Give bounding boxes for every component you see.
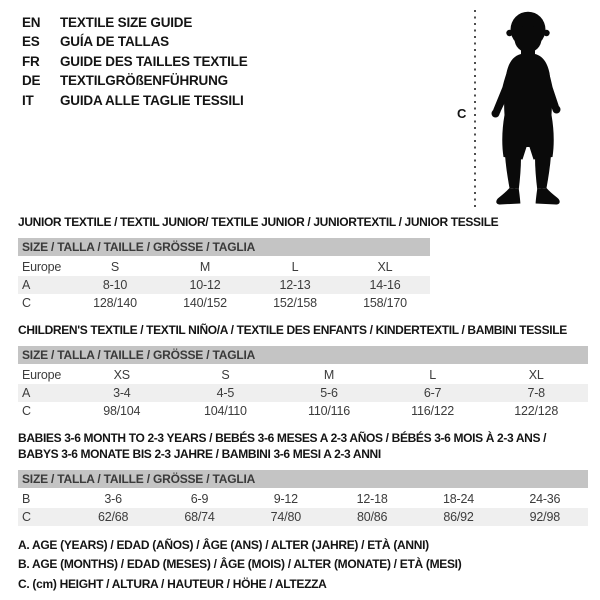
table-cell: 80/86 [357,510,388,524]
table-cell: 6-7 [423,386,442,400]
table-cell: 10-12 [189,278,221,292]
language-title: TEXTILE SIZE GUIDE [60,15,193,30]
table-cell: 92/98 [529,510,560,524]
language-code: ES [22,34,40,50]
size-table [18,470,588,526]
language-title-list [22,13,248,110]
row-label: C [22,296,31,310]
table-header-bar: SIZE / TALLA / TAILLE / GRÖSSE / TAGLIA [18,238,430,257]
table-cell: XS [113,368,130,382]
table-cell: 140/152 [183,296,227,310]
table-cell: XL [377,260,393,274]
section-title [18,420,588,462]
legend-line: C. (cm) HEIGHT / ALTURA / HAUTEUR / HÖHE / ALTEZZA [18,576,327,591]
table-header-bar: SIZE / TALLA / TAILLE / GRÖSSE / TAGLIA [18,470,588,489]
table-cell: 116/122 [411,404,454,418]
table-cell: 62/68 [98,510,129,524]
table-cell: 6-9 [190,492,209,506]
legend-line: A. AGE (YEARS) / EDAD (AÑOS) / ÂGE (ANS) / ALTER (JAHRE) / ETÀ (ANNI) [18,538,429,552]
table-cell: 98/104 [103,404,141,418]
table-cell: 122/128 [514,404,559,418]
language-code: FR [22,53,40,69]
section-title [18,312,588,338]
table-cell: S [110,260,120,274]
row-label: Europe [22,260,62,274]
table-cell: XL [528,368,544,382]
language-code: IT [22,92,34,108]
size-table [18,346,588,420]
language-row [22,91,248,110]
size-section [18,420,588,526]
baby-silhouette-icon [482,8,574,208]
table-header-bar: SIZE / TALLA / TAILLE / GRÖSSE / TAGLIA [18,346,588,365]
table-row [18,402,588,420]
table-cell: L [291,260,299,274]
size-tables [18,206,588,526]
table-cell: 158/170 [363,296,407,310]
language-row [22,13,248,32]
table-cell: M [323,368,335,382]
table-cell: 12-18 [356,492,388,506]
size-section [18,312,588,420]
table-row [18,384,588,402]
row-label: C [22,404,31,418]
table-cell: 4-5 [216,386,235,400]
table-cell: 9-12 [273,492,298,506]
table-row [18,276,430,294]
table-cell: 5-6 [320,386,338,400]
language-row [22,52,248,71]
section-title [18,206,588,230]
row-label: C [22,510,31,524]
table-cell: 24-36 [529,492,561,506]
table-cell: 8-10 [102,278,128,292]
baby-height-figure [440,0,600,215]
table-row [18,508,588,526]
table-cell: 68/74 [184,510,215,524]
table-cell: 74/80 [270,510,301,524]
legend-line: B. AGE (MONTHS) / EDAD (MESES) / ÂGE (MOIS) / ALTER (MONATE) / ETÀ (MESI) [18,557,462,572]
language-title: GUIDE DES TAILLES TEXTILE [60,53,248,69]
language-code: EN [22,15,41,30]
table-cell: S [221,368,230,382]
row-label: A [22,278,31,292]
table-cell: 86/92 [443,510,474,524]
table-cell: L [429,368,436,382]
height-measure-label: C [457,106,467,121]
language-row [22,32,248,51]
legend [18,536,461,594]
language-code: DE [22,73,41,89]
table-cell: 104/110 [203,404,247,418]
language-title: TEXTILGRÖßENFÜHRUNG [60,73,228,89]
section-title-line: CHILDREN'S TEXTILE / TEXTIL NIÑO/A / TEXTILE DES ENFANTS / KINDERTEXTIL / BAMBINI TESSILE [18,323,567,337]
table-cell: 3-4 [113,386,131,400]
table-row [18,365,588,384]
table-cell: 18-24 [442,492,474,506]
table-row [18,294,430,312]
section-title-line: JUNIOR TEXTILE / TEXTIL JUNIOR/ TEXTILE JUNIOR / JUNIORTEXTIL / JUNIOR TESSILE [18,215,499,229]
section-title-line: BABYS 3-6 MONATE BIS 2-3 JAHRE / BAMBINI 3-6 MESI A 2-3 ANNI [18,447,381,461]
section-title-line: BABIES 3-6 MONTH TO 2-3 YEARS / BEBÉS 3-6 MESES A 2-3 AÑOS / BÉBÉS 3-6 MOIS À 2-3 ANS / [18,431,547,445]
table-cell: 12-13 [279,278,311,292]
table-cell: 3-6 [104,492,122,506]
language-row [22,71,248,90]
size-table [18,238,430,312]
table-cell: 110/116 [308,404,350,418]
size-section [18,206,588,312]
table-cell: 14-16 [369,278,401,292]
row-label: B [22,492,31,506]
row-label: Europe [22,368,62,382]
row-label: A [22,386,31,400]
table-cell: M [199,260,211,274]
table-cell: 152/158 [273,296,317,310]
language-title: GUIDA ALLE TAGLIE TESSILI [60,92,244,108]
table-cell: 128/140 [93,296,137,310]
table-row [18,489,588,508]
table-row [18,257,430,276]
language-title: GUÍA DE TALLAS [60,34,169,50]
table-cell: 7-8 [527,386,545,400]
height-dotted-line [474,10,476,210]
